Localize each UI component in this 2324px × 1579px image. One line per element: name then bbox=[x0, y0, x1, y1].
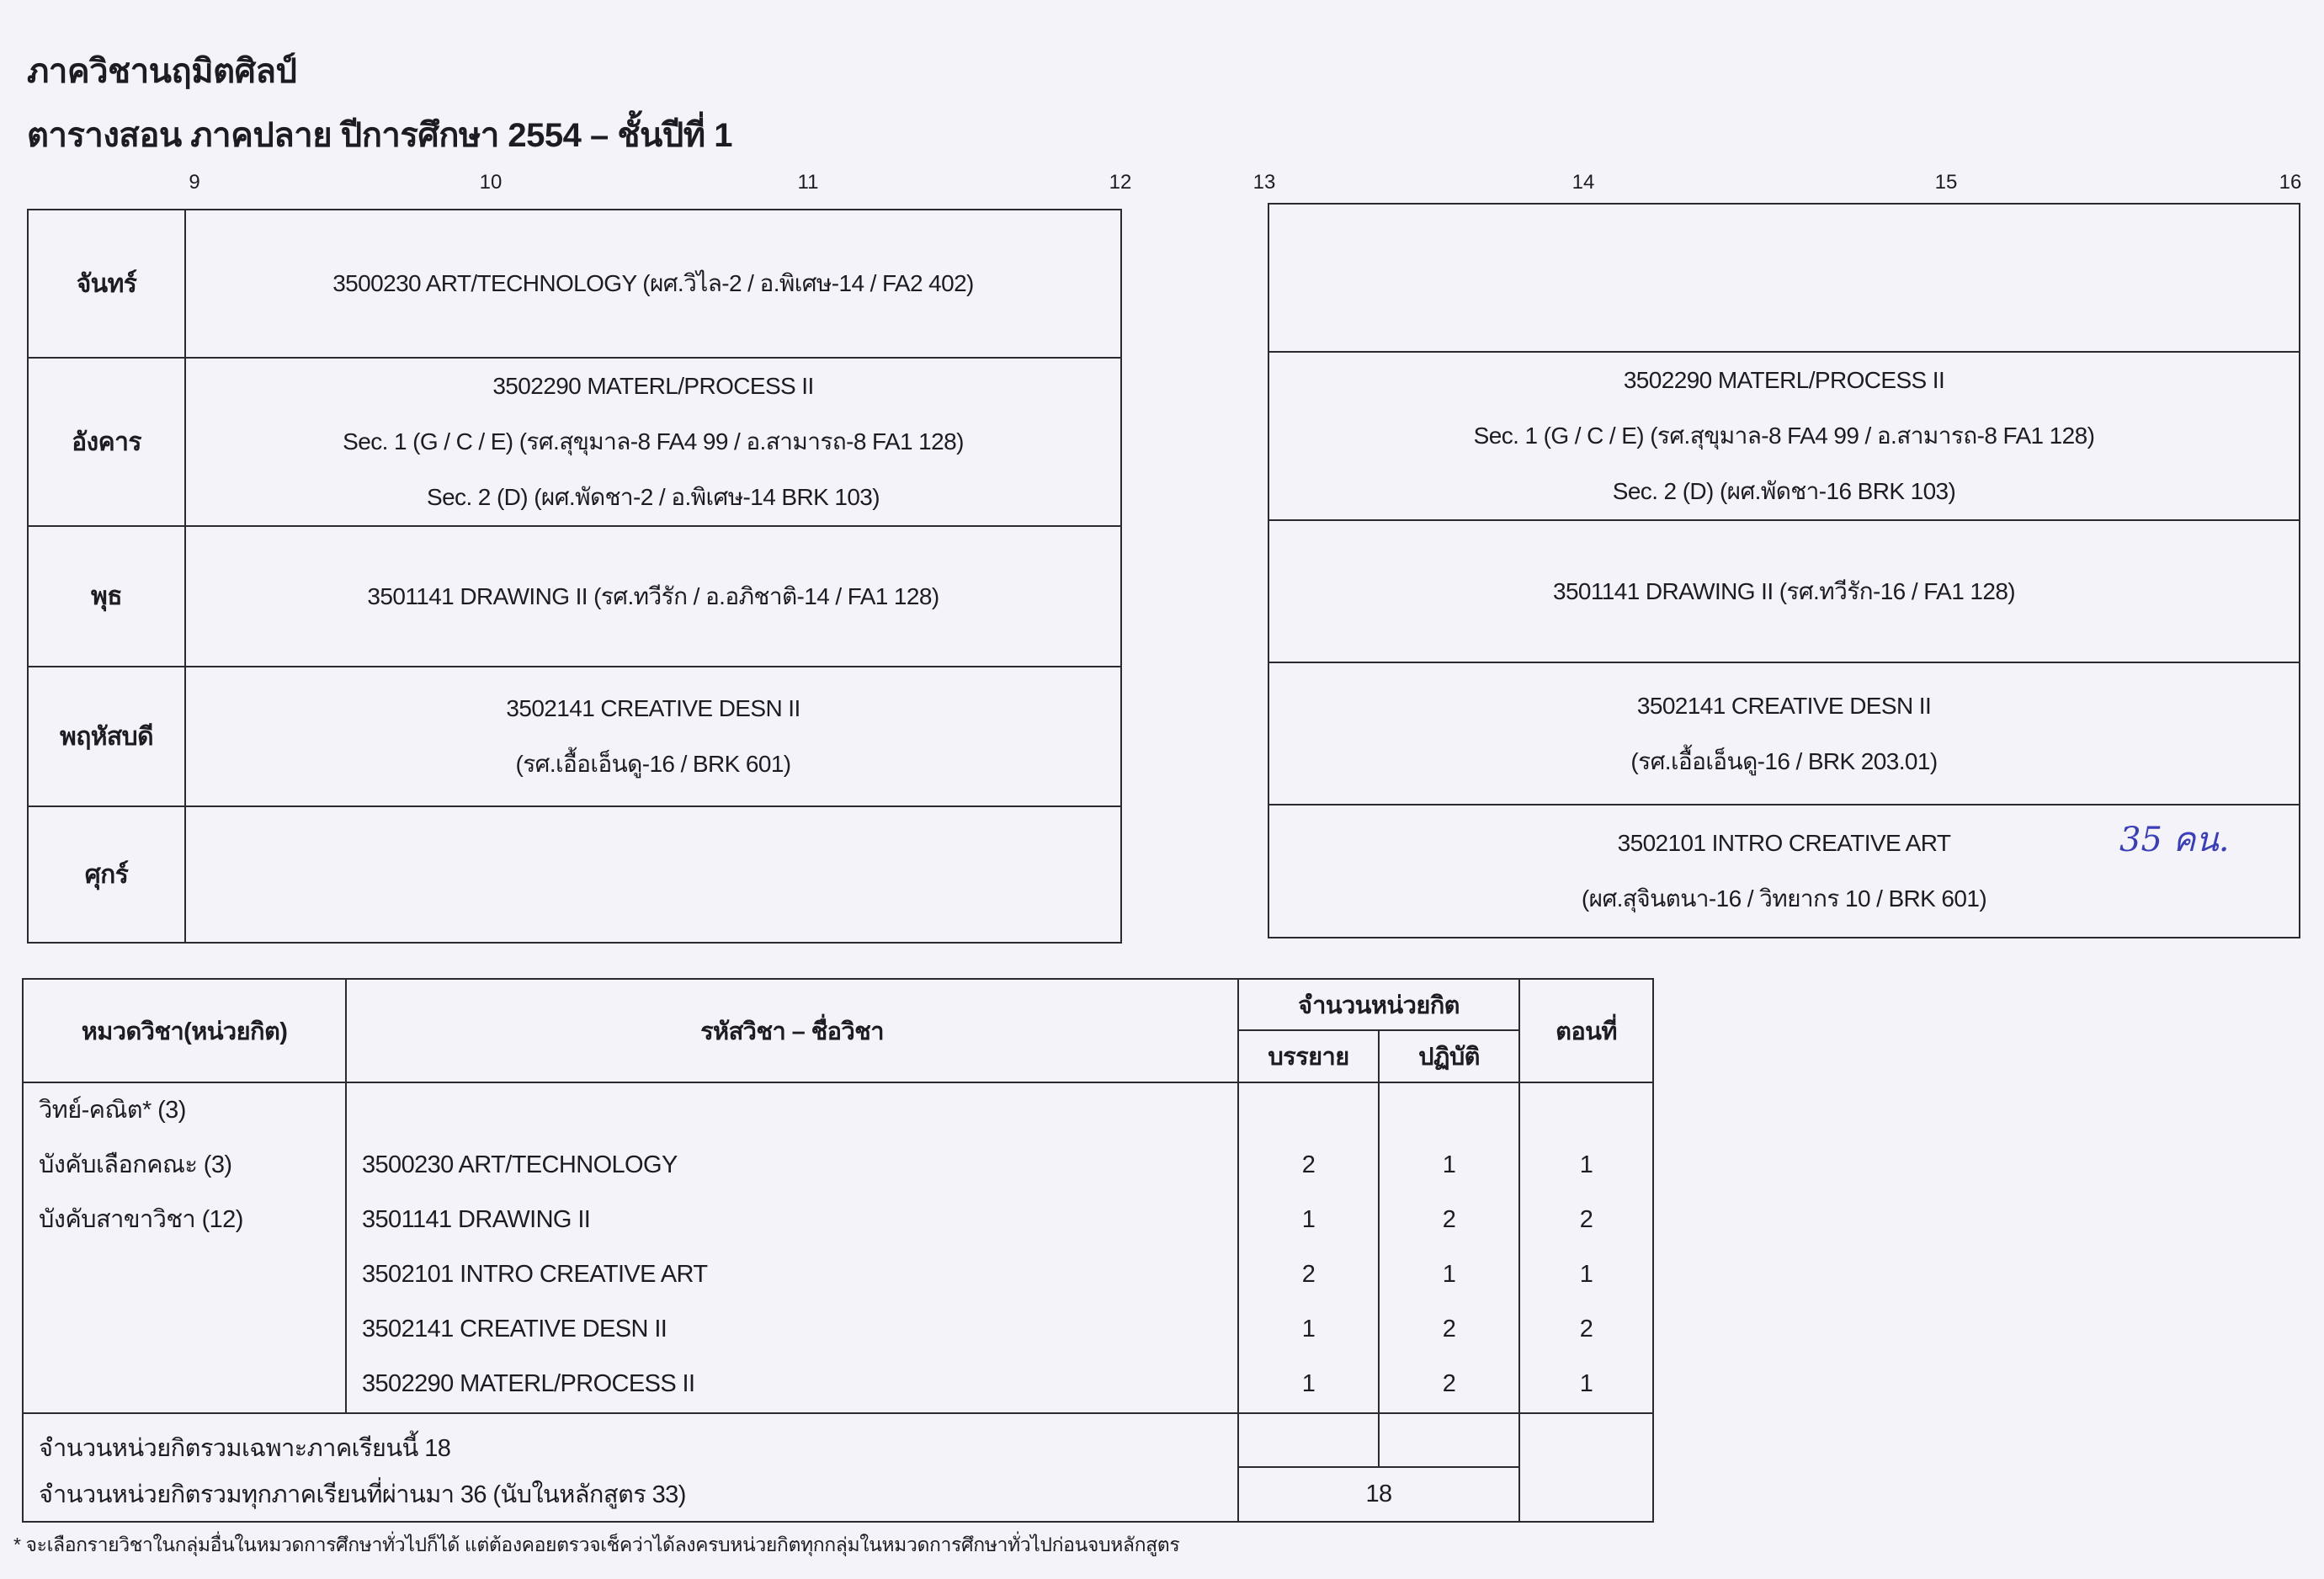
class-line: Sec. 1 (G / C / E) (รศ.สุขุมาล-8 FA4 99 / อ.สามารถ-8 FA1 128) bbox=[1473, 423, 2095, 449]
day-label: จันทร์ bbox=[28, 210, 185, 358]
class-line: 3502290 MATERL/PROCESS II bbox=[492, 373, 814, 399]
section-number: 1 bbox=[1579, 1151, 1593, 1178]
schedule-row bbox=[28, 358, 1121, 526]
morning-schedule-table bbox=[27, 209, 1122, 944]
hour-label: 10 bbox=[479, 171, 503, 194]
section-number: 2 bbox=[1579, 1316, 1593, 1342]
hour-label: 11 bbox=[797, 171, 819, 194]
schedule-row bbox=[28, 526, 1121, 667]
category-item: บังคับสาขาวิชา (12) bbox=[39, 1206, 243, 1233]
class-line: 3501141 DRAWING II (รศ.ทวีรัก / อ.อภิชาติ-14 / FA1 128) bbox=[367, 582, 939, 609]
schedule-row bbox=[1268, 352, 2300, 520]
header-lecture: บรรยาย bbox=[1238, 1030, 1379, 1082]
hour-label: 16 bbox=[2279, 171, 2302, 194]
hour-label: 13 bbox=[1252, 171, 1276, 194]
schedule-row bbox=[1268, 204, 2300, 352]
hour-label: 15 bbox=[1934, 171, 1958, 194]
class-cell bbox=[1268, 204, 2300, 352]
empty-cell bbox=[1519, 1413, 1653, 1522]
schedule-row bbox=[1268, 520, 2300, 662]
class-cell bbox=[1268, 520, 2300, 662]
department-title: ภาควิชานฤมิตศิลป์ bbox=[27, 53, 297, 90]
hour-label: 14 bbox=[1571, 171, 1595, 194]
course-name: 3502290 MATERL/PROCESS II bbox=[362, 1370, 695, 1397]
course-name: 3501141 DRAWING II bbox=[362, 1206, 591, 1233]
total-all-credits: จำนวนหน่วยกิตรวมทุกภาคเรียนที่ผ่านมา 36 (นับในหลักสูตร 33) bbox=[23, 1467, 1238, 1522]
class-cell bbox=[1268, 662, 2300, 805]
course-name: 3502141 CREATIVE DESN II bbox=[362, 1316, 667, 1342]
footnote: * จะเลือกรายวิชาในกลุ่มอื่นในหมวดการศึกษาทั่วไปก็ได้ แต่ต้องคอยตรวจเช็คว่าได้ลงครบหน่วยกิตทุกกลุ่มในหมวดการศึกษาทั่วไปก่อนจบหลักสูตร bbox=[13, 1534, 1180, 1555]
header-course: รหัสวิชา – ชื่อวิชา bbox=[346, 979, 1238, 1082]
class-line: 3502101 INTRO CREATIVE ART bbox=[1617, 830, 1951, 856]
class-cell bbox=[185, 210, 1121, 358]
header-credits: จำนวนหน่วยกิต bbox=[1238, 979, 1519, 1030]
schedule-row bbox=[1268, 662, 2300, 805]
class-line: 3502141 CREATIVE DESN II bbox=[506, 695, 800, 721]
practice-credits: 2 bbox=[1442, 1370, 1456, 1397]
spacer bbox=[1520, 1083, 1652, 1138]
handwritten-note: 35 คน. bbox=[2119, 821, 2230, 859]
lecture-credits: 1 bbox=[1301, 1206, 1316, 1233]
class-line: 3500230 ART/TECHNOLOGY (ผศ.วิไล-2 / อ.พิเศษ-14 / FA2 402) bbox=[332, 270, 974, 296]
hour-label: 9 bbox=[189, 171, 200, 194]
course-name: 3502101 INTRO CREATIVE ART bbox=[362, 1261, 708, 1288]
practice-credits: 1 bbox=[1442, 1261, 1456, 1288]
credits-table bbox=[22, 978, 1654, 1523]
lecture-credits: 1 bbox=[1301, 1370, 1316, 1397]
class-cell bbox=[185, 358, 1121, 526]
class-line: (ผศ.สุจินตนา-16 / วิทยากร 10 / BRK 601) bbox=[1581, 885, 1987, 912]
lecture-credits: 2 bbox=[1301, 1151, 1316, 1178]
course-name: 3500230 ART/TECHNOLOGY bbox=[362, 1151, 678, 1178]
class-cell bbox=[185, 667, 1121, 806]
day-label: พฤหัสบดี bbox=[28, 667, 185, 806]
total-term-credits: จำนวนหน่วยกิตรวมเฉพาะภาคเรียนนี้ 18 bbox=[23, 1413, 1238, 1467]
spacer bbox=[362, 1083, 1237, 1138]
class-line: 3501141 DRAWING II (รศ.ทวีรัก-16 / FA1 128) bbox=[1552, 577, 2016, 604]
category-item: วิทย์-คณิต* (3) bbox=[39, 1097, 186, 1124]
header-practice: ปฏิบัติ bbox=[1379, 1030, 1519, 1082]
day-label: ศุกร์ bbox=[28, 806, 185, 943]
schedule-row bbox=[28, 210, 1121, 358]
class-line: (รศ.เอื้อเอ็นดู-16 / BRK 203.01) bbox=[1630, 747, 1938, 774]
section-number: 2 bbox=[1579, 1206, 1593, 1233]
practice-credits: 1 bbox=[1442, 1151, 1456, 1178]
class-cell bbox=[1268, 352, 2300, 520]
category-item: บังคับเลือกคณะ (3) bbox=[39, 1151, 232, 1178]
spacer bbox=[1239, 1083, 1378, 1138]
schedule-title: ตารางสอน ภาคปลาย ปีการศึกษา 2554 – ชั้นปีที่ 1 bbox=[27, 117, 732, 154]
practice-credits: 2 bbox=[1442, 1316, 1456, 1342]
class-line: (รศ.เอื้อเอ็นดู-16 / BRK 601) bbox=[515, 751, 791, 777]
class-cell bbox=[185, 806, 1121, 943]
empty-cell bbox=[1238, 1413, 1379, 1467]
section-column bbox=[1519, 1082, 1653, 1413]
class-line: Sec. 2 (D) (ผศ.พัดชา-2 / อ.พิเศษ-14 BRK 103) bbox=[427, 484, 880, 510]
class-line: Sec. 1 (G / C / E) (รศ.สุขุมาล-8 FA4 99 / อ.สามารถ-8 FA1 128) bbox=[343, 428, 964, 455]
total-credits-value: 18 bbox=[1238, 1467, 1519, 1522]
lecture-column bbox=[1238, 1082, 1379, 1413]
class-line: 3502290 MATERL/PROCESS II bbox=[1623, 367, 1945, 393]
category-column bbox=[23, 1082, 346, 1413]
practice-credits: 2 bbox=[1442, 1206, 1456, 1233]
day-label: พุธ bbox=[28, 526, 185, 667]
class-cell bbox=[185, 526, 1121, 667]
course-column bbox=[346, 1082, 1238, 1413]
day-label: อังคาร bbox=[28, 358, 185, 526]
empty-cell bbox=[1379, 1413, 1519, 1467]
section-number: 1 bbox=[1579, 1261, 1593, 1288]
header-category: หมวดวิชา(หน่วยกิต) bbox=[23, 979, 346, 1082]
lecture-credits: 2 bbox=[1301, 1261, 1316, 1288]
schedule-row bbox=[28, 667, 1121, 806]
spacer bbox=[1380, 1083, 1518, 1138]
section-number: 1 bbox=[1579, 1370, 1593, 1397]
schedule-row bbox=[28, 806, 1121, 943]
hour-label: 12 bbox=[1109, 171, 1132, 194]
header-section: ตอนที่ bbox=[1519, 979, 1653, 1082]
practice-column bbox=[1379, 1082, 1519, 1413]
lecture-credits: 1 bbox=[1301, 1316, 1316, 1342]
class-line: Sec. 2 (D) (ผศ.พัดชา-16 BRK 103) bbox=[1612, 478, 1956, 504]
class-line: 3502141 CREATIVE DESN II bbox=[1636, 692, 1932, 719]
